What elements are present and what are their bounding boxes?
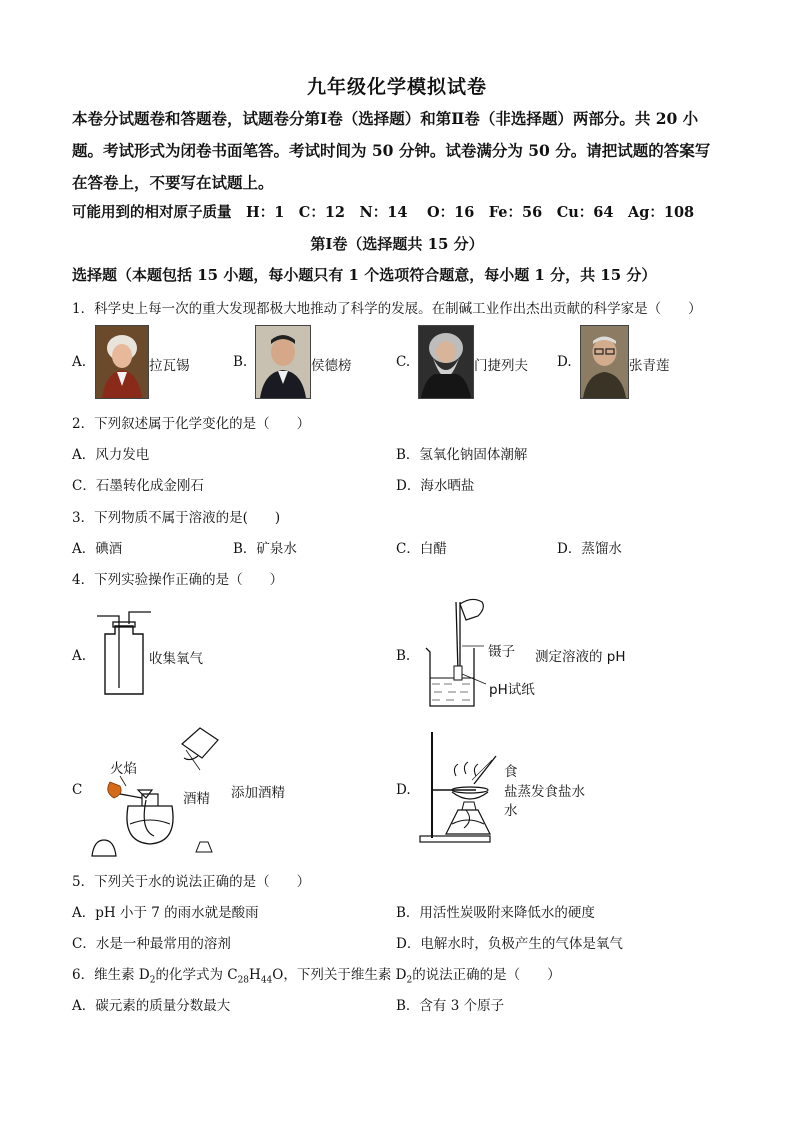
q1-stem: 1．科学史上每一次的重大发现都极大地推动了科学的发展。在制碱工业作出杰出贡献的科学家是（ ） [72,301,702,317]
q1-option-b-portrait [255,325,311,399]
q4-option-d-letter: D. [396,782,411,798]
section-instruction: 选择题（本题包括 15 小题，每小题只有 1 个选项符合题意，每小题 1 分，共 15 分） [72,266,657,284]
q5-option-a: A．pH 小于 7 的雨水就是酸雨 [72,905,259,921]
q1-option-d-letter: D. [557,354,572,370]
q4-option-d-label-3: 水 [504,803,518,819]
q2-stem: 2．下列叙述属于化学变化的是（ ） [72,416,311,432]
q5-option-b: B．用活性炭吸附来降低水的硬度 [396,905,595,921]
q3-option-d: D．蒸馏水 [557,541,622,557]
q1-option-a-name: 拉瓦锡 [149,358,190,374]
q4-option-a-letter: A. [72,648,87,664]
q5-stem: 5．下列关于水的说法正确的是（ ） [72,874,311,890]
portrait-hou-debang-icon [256,326,310,398]
q1-option-a-portrait [95,325,149,399]
q2-option-b: B．氢氧化钠固体潮解 [396,447,528,463]
q4-option-a-caption: 收集氧气 [149,651,203,667]
section-title: 第Ⅰ卷（选择题共 15 分） [310,235,484,253]
q4-option-b-tweezers-label: 镊子 [488,644,515,660]
q5-option-d: D．电解水时，负极产生的气体是氧气 [396,936,623,952]
q2-option-a: A．风力发电 [72,447,150,463]
q1-option-b-letter: B. [233,354,248,370]
q1-option-a-letter: A. [72,354,87,370]
q1-option-d-name: 张青莲 [629,358,670,374]
q4-option-c-flame-label: 火焰 [110,761,137,777]
intro-line-1: 本卷分试题卷和答题卷，试题卷分第Ⅰ卷（选择题）和第Ⅱ卷（非选择题）两部分。共 20 小 [72,109,699,128]
q1-option-c-portrait [418,325,474,399]
q1-option-d-portrait [580,325,629,399]
intro-line-2: 题。考试形式为闭卷书面笔答。考试时间为 50 分钟。试卷满分为 50 分。请把试题的答案写 [72,141,711,160]
q4-option-c-caption: 添加酒精 [231,785,285,801]
q4-option-c-letter: C [72,782,83,798]
q3-option-a: A．碘酒 [72,541,123,557]
q3-option-b: B．矿泉水 [233,541,297,557]
evaporation-setup-diagram [418,730,508,844]
q4-option-d-label-2: 盐蒸发食盐水 [504,784,585,800]
q6-stem: 6．维生素 $D_2$的化学式为 $C_{28}H_{44}O$，下列关于维生素 $D_2$的说法正确的是（ ） [72,967,561,986]
portrait-lavoisier-icon [96,326,148,398]
page-title: 九年级化学模拟试卷 [306,76,487,98]
q2-option-d: D．海水晒盐 [396,478,475,494]
q1-option-c-letter: C. [396,354,411,370]
atomic-masses: 可能用到的相对原子质量 H：1 C：12 N：14 O：16 Fe：56 Cu：64 Ag：108 [72,204,695,221]
q4-option-b-letter: B. [396,648,411,664]
q6-option-a: A．碳元素的质量分数最大 [72,998,231,1014]
q3-option-c: C．白醋 [396,541,447,557]
gas-collection-bottle-diagram [95,608,155,698]
q4-option-c-alcohol-label: 酒精 [183,791,210,807]
q4-option-b-caption: 测定溶液的 pH [535,649,626,665]
q3-stem: 3．下列物质不属于溶液的是( ) [72,510,281,526]
q4-option-b-ph-paper-label: pH试纸 [489,682,535,698]
q5-option-c: C．水是一种最常用的溶剂 [72,936,231,952]
q4-option-d-label-1: 食 [504,764,518,780]
q2-option-c: C．石墨转化成金刚石 [72,478,204,494]
portrait-mendeleev-icon [419,326,473,398]
q1-option-c-name: 门捷列夫 [474,358,528,374]
q1-option-b-name: 侯德榜 [311,358,352,374]
q4-stem: 4．下列实验操作正确的是（ ） [72,572,284,588]
intro-line-3: 在答卷上，不要写在试题上。 [72,173,274,192]
q6-option-b: B．含有 3 个原子 [396,998,505,1014]
portrait-zhang-qinglian-icon [581,326,628,398]
